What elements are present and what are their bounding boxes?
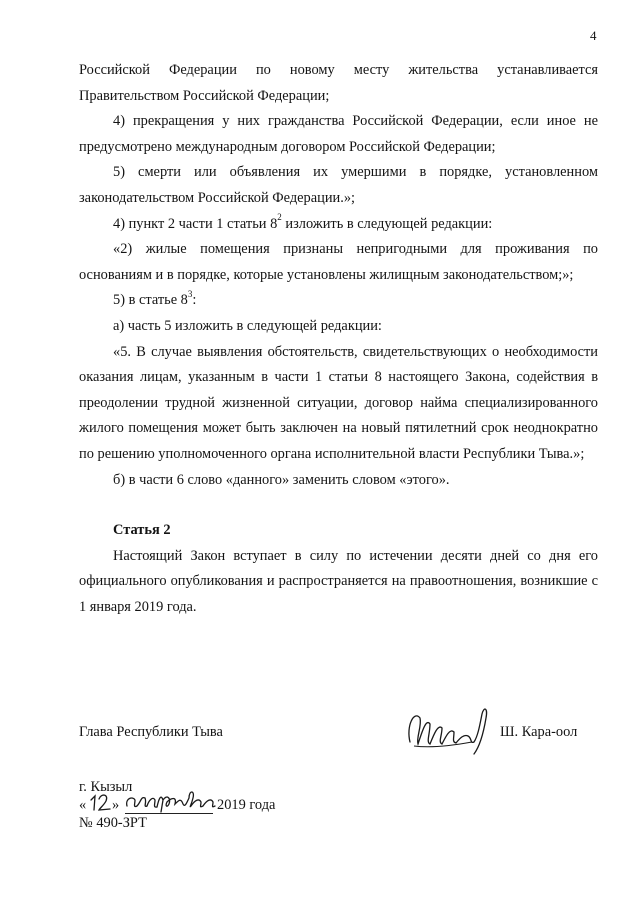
amendment-4-text: 4) пункт 2 части 1 статьи 8 xyxy=(113,215,278,232)
paragraph-amendment-4 xyxy=(79,212,598,238)
paragraph-amendment-5 xyxy=(79,288,598,314)
paragraph-continuation: Российской Федерации по новому месту жительства устанавливается Правительством Российской Федерации; xyxy=(79,62,598,104)
date-underline xyxy=(125,813,213,814)
paragraph-subitem-b: б) в части 6 слово «данного» заменить словом «этого». xyxy=(113,471,450,488)
paragraph-quoted-5: «5. В случае выявления обстоятельств, свидетельствующих о необходимости оказания лицам, указанным в части 1 статьи 8 настоящего Закона, содействия в преодолении трудной жизненной ситуации, договор найма специализированного жилого помещения может быть заключен на новый пятилетний срок неоднократно по решению уполномоченного органа исполнительной власти Республики Тыва.»; xyxy=(79,343,598,462)
handwritten-month xyxy=(123,786,219,814)
paragraph-quoted-2: «2) жилые помещения признаны непригодными для проживания по основаниям и в порядке, которые установлены жилищным законодательством;»; xyxy=(79,241,598,283)
amendment-5-text-end: : xyxy=(192,292,197,309)
paragraph-item-4: 4) прекращения у них гражданства Российской Федерации, если иное не предусмотрено международным договором Российской Федерации; xyxy=(79,113,598,155)
handwritten-signature xyxy=(400,696,492,758)
article-superscript: 3 xyxy=(187,288,193,299)
article-superscript: 2 xyxy=(277,211,282,222)
date-quote-open: « xyxy=(79,797,87,813)
law-number: № 490-ЗРТ xyxy=(79,815,147,831)
signer-title: Глава Республики Тыва xyxy=(79,724,223,740)
handwritten-day xyxy=(86,790,114,812)
signer-name: Ш. Кара-оол xyxy=(500,724,578,740)
date-quote-close: » xyxy=(112,797,120,813)
page-number: 4 xyxy=(590,28,597,43)
signing-date xyxy=(79,796,276,814)
paragraph-subitem-a: а) часть 5 изложить в следующей редакции: xyxy=(113,317,382,334)
article-2-text: Настоящий Закон вступает в силу по истечении десяти дней со дня его официального опубликования и распространяется на правоотношения, возникшие с 1 января 2019 года. xyxy=(79,547,598,615)
article-2-heading: Статья 2 xyxy=(113,522,171,539)
amendment-5-text: 5) в статье 8 xyxy=(113,292,188,309)
date-year: 2019 года xyxy=(217,797,276,813)
paragraph-item-5: 5) смерти или объявления их умершими в порядке, установленном законодательством Российской Федерации.»; xyxy=(79,164,598,206)
amendment-4-text-end: изложить в следующей редакции: xyxy=(281,215,493,232)
city: г. Кызыл xyxy=(79,779,133,795)
document-footer xyxy=(79,778,276,832)
document-body xyxy=(79,58,598,620)
